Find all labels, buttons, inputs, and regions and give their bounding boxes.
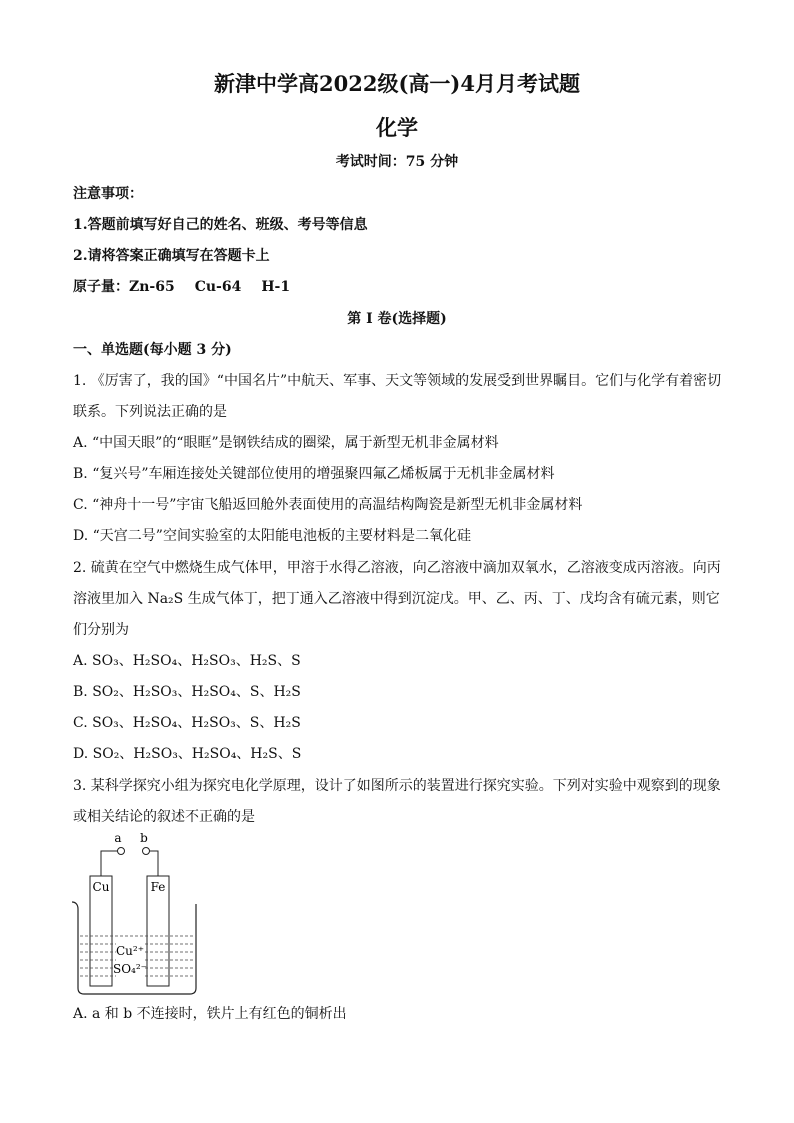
iron-electrode-label: Fe	[150, 880, 166, 894]
terminal-a	[118, 848, 125, 855]
q3-option-a: A. a 和 b 不连接时，铁片上有红色的铜析出	[73, 1006, 347, 1022]
atomic-mass-label: 原子量：	[73, 279, 129, 295]
atomic-mass-cu: Cu-64	[194, 279, 242, 295]
q1-stem-line-1: 1. 《厉害了，我的国》“中国名片”中航天、军事、天文等领域的发展受到世界瞩目。它们与化学有着密切	[73, 373, 722, 389]
q2-stem-line-3: 们分别为	[73, 622, 129, 638]
q3-stem-line-2: 或相关结论的叙述不正确的是	[73, 809, 255, 825]
part-title: 一、单选题(每小题 3 分)	[73, 342, 232, 358]
q3-stem-line-1: 3. 某科学探究小组为探究电化学原理，设计了如图所示的装置进行探究实验。下列对实验中观察到的现象	[73, 778, 721, 794]
q2-option-b: B. SO₂、H₂SO₃、H₂SO₄、S、H₂S	[73, 684, 301, 700]
note-item-1: 1.答题前填写好自己的姓名、班级、考号等信息	[73, 217, 368, 233]
atomic-mass-line	[73, 276, 290, 296]
q1-option-b: B. “复兴号”车厢连接处关键部位使用的增强聚四氟乙烯板属于无机非金属材料	[73, 466, 555, 482]
sulfate-ion-label: SO₄²⁻	[112, 962, 148, 976]
exam-title: 新津中学高2022级(高一)4月月考试题	[214, 71, 580, 96]
wire-left	[101, 851, 118, 876]
q1-option-d: D. “天宫二号”空间实验室的太阳能电池板的主要材料是二氧化硅	[73, 528, 471, 544]
volume-title: 第 I 卷(选择题)	[347, 311, 447, 327]
q1-option-a: A. “中国天眼”的“眼眶”是钢铁结成的圈梁，属于新型无机非金属材料	[73, 435, 499, 451]
q2-stem-line-2: 溶液里加入 Na₂S 生成气体丁，把丁通入乙溶液中得到沉淀戊。甲、乙、丙、丁、戊均含有硫元素，则它	[73, 591, 720, 607]
q1-option-c: C. “神舟十一号”宇宙飞船返回舱外表面使用的高温结构陶瓷是新型无机非金属材料	[73, 497, 583, 513]
q2-stem-line-1: 2. 硫黄在空气中燃烧生成气体甲，甲溶于水得乙溶液，向乙溶液中滴加双氧水，乙溶液变成丙溶液。向丙	[73, 560, 721, 576]
exam-time: 考试时间：75 分钟	[335, 154, 459, 170]
terminal-a-label: a	[114, 831, 122, 845]
wire-right	[150, 851, 159, 876]
atomic-mass-h: H-1	[261, 279, 291, 295]
copper-electrode-label: Cu	[92, 880, 110, 894]
q2-option-d: D. SO₂、H₂SO₃、H₂SO₄、H₂S、S	[73, 746, 302, 762]
notes-heading: 注意事项：	[73, 186, 143, 202]
terminal-b-label: b	[140, 831, 148, 845]
terminal-b	[143, 848, 150, 855]
electrochemistry-apparatus-figure	[68, 828, 208, 998]
note-item-2: 2.请将答案正确填写在答题卡上	[73, 248, 270, 264]
copper-ion-label: Cu²⁺	[115, 944, 145, 958]
q1-stem-line-2: 联系。下列说法正确的是	[73, 404, 227, 420]
atomic-mass-zn: Zn-65	[129, 279, 175, 295]
q2-option-a: A. SO₃、H₂SO₄、H₂SO₃、H₂S、S	[73, 653, 301, 669]
q2-option-c: C. SO₃、H₂SO₄、H₂SO₃、S、H₂S	[73, 715, 301, 731]
subject-title: 化学	[376, 115, 418, 140]
